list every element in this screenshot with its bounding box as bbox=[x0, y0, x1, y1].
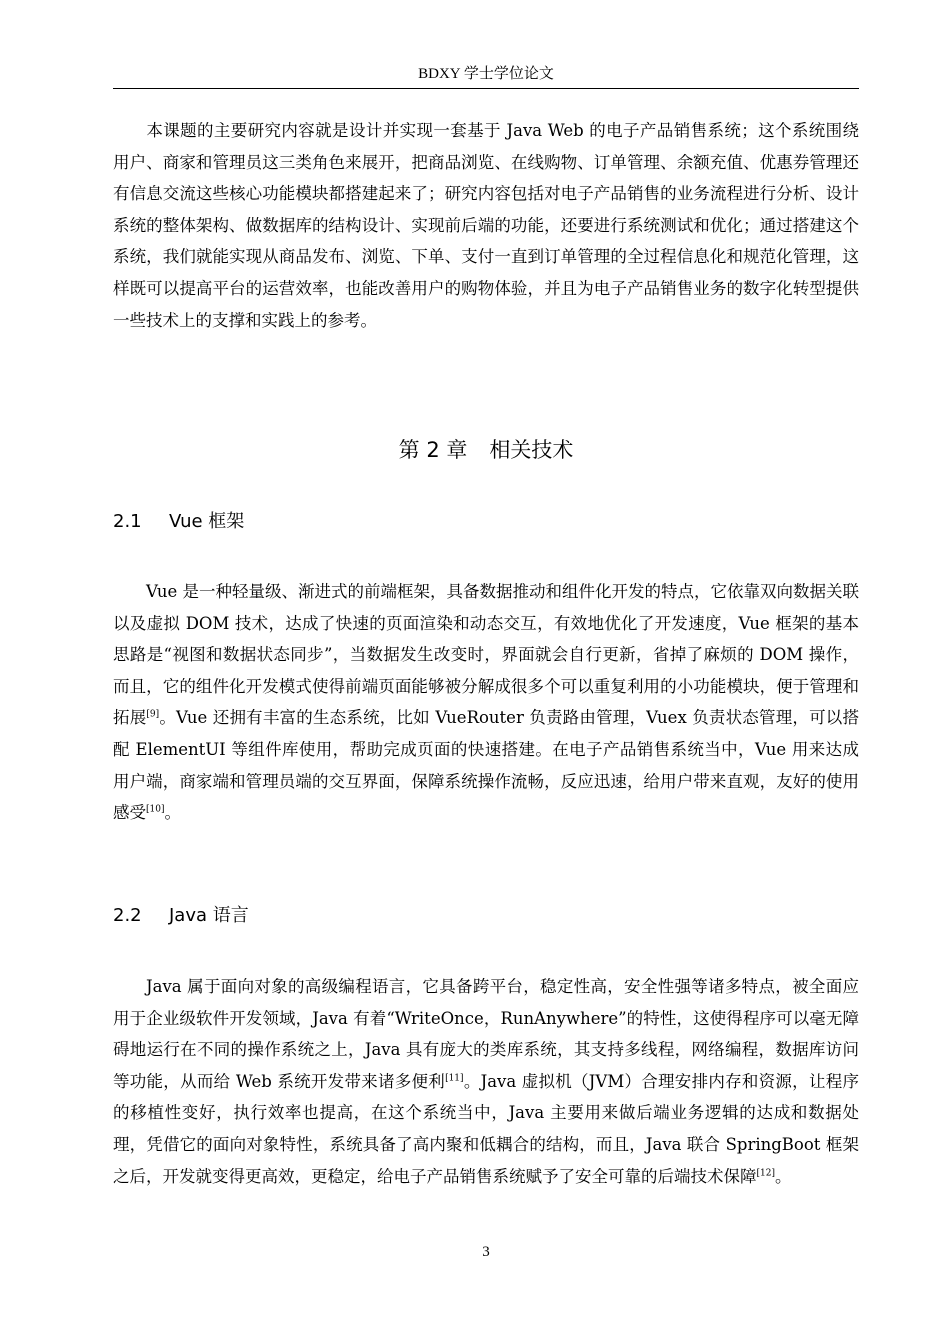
vue-text-b: 。Vue 还拥有丰富的生态系统，比如 VueRouter 负责路由管理，Vuex 负责状态管理，可以搭配 ElementUI 等组件库使用，帮助完成页面的快速搭建。在电子产品销售系统当中，Vue 用来达成用户端，商家端和管理员端的交互界面，保障系统操作流畅，反应迅速，给用户带来直观，友好的使用感受 bbox=[113, 708, 859, 823]
vue-text-a: Vue 是一种轻量级、渐进式的前端框架，具备数据推动和组件化开发的特点，它依靠双向数据关联以及虚拟 DOM 技术，达成了快速的页面渲染和动态交互，有效地优化了开发速度，Vue 框架的基本思路是“视图和数据状态同步”，当数据发生改变时，界面就会自行更新，省掉了麻烦的 DOM 操作，而且，它的组件化开发模式使得前端页面能够被分解成很多个可以重复利用的小功能模块，便于管理和拓展 bbox=[113, 582, 859, 728]
citation-10: [10] bbox=[146, 804, 165, 815]
section-number: 2.2 bbox=[113, 905, 142, 926]
vue-text-c: 。 bbox=[164, 803, 181, 823]
chapter-title: 相关技术 bbox=[489, 438, 574, 462]
citation-11: [11] bbox=[445, 1073, 464, 1084]
section-title: Vue 框架 bbox=[169, 511, 245, 532]
section-heading-vue bbox=[113, 510, 244, 534]
java-text-b: 。Java 虚拟机（JVM）合理安排内存和资源，让程序的移植性变好，执行效率也提高，在这个系统当中，Java 主要用来做后端业务逻辑的达成和数据处理，凭借它的面向对象特性，系统具备了高内聚和低耦合的结构，而且，Java 联合 SpringBoot 框架之后，开发就变得更高效，更稳定，给电子产品销售系统赋予了安全可靠的后端技术保障 bbox=[113, 1071, 859, 1186]
chapter-number: 第 2 章 bbox=[398, 438, 468, 462]
page-number: 3 bbox=[482, 1244, 490, 1260]
section-title: Java 语言 bbox=[169, 905, 249, 926]
section-heading-java bbox=[113, 904, 249, 928]
intro-text: 本课题的主要研究内容就是设计并实现一套基于 Java Web 的电子产品销售系统；这个系统围绕用户、商家和管理员这三类角色来展开，把商品浏览、在线购物、订单管理、余额充值、优惠券管理还有信息交流这些核心功能模块都搭建起来了；研究内容包括对电子产品销售的业务流程进行分析、设计系统的整体架构、做数据库的结构设计、实现前后端的功能，还要进行系统测试和优化；通过搭建这个系统，我们就能实现从商品发布、浏览、下单、支付一直到订单管理的全过程信息化和规范化管理，这样既可以提高平台的运营效率，也能改善用户的购物体验，并且为电子产品销售业务的数字化转型提供一些技术上的支撑和实践上的参考。 bbox=[113, 121, 859, 330]
chapter-heading bbox=[113, 436, 859, 464]
header-rule bbox=[113, 88, 859, 89]
java-text-a: Java 属于面向对象的高级编程语言，它具备跨平台，稳定性高，安全性强等诸多特点，被全面应用于企业级软件开发领域，Java 有着“WriteOnce，RunAnywhere”的特性，这使得程序可以毫无障碍地运行在不同的操作系统之上，Java 具有庞大的类库系统，其支持多线程，网络编程，数据库访问等功能，从而给 Web 系统开发带来诸多便利 bbox=[113, 977, 859, 1091]
vue-paragraph bbox=[113, 576, 859, 829]
citation-9: [9] bbox=[146, 709, 160, 720]
section-number: 2.1 bbox=[113, 511, 142, 532]
java-paragraph bbox=[113, 971, 859, 1192]
intro-paragraph bbox=[113, 115, 859, 336]
citation-12: [12] bbox=[756, 1168, 775, 1179]
java-text-c: 。 bbox=[774, 1166, 792, 1186]
running-header: BDXY 学士学位论文 bbox=[418, 66, 554, 82]
